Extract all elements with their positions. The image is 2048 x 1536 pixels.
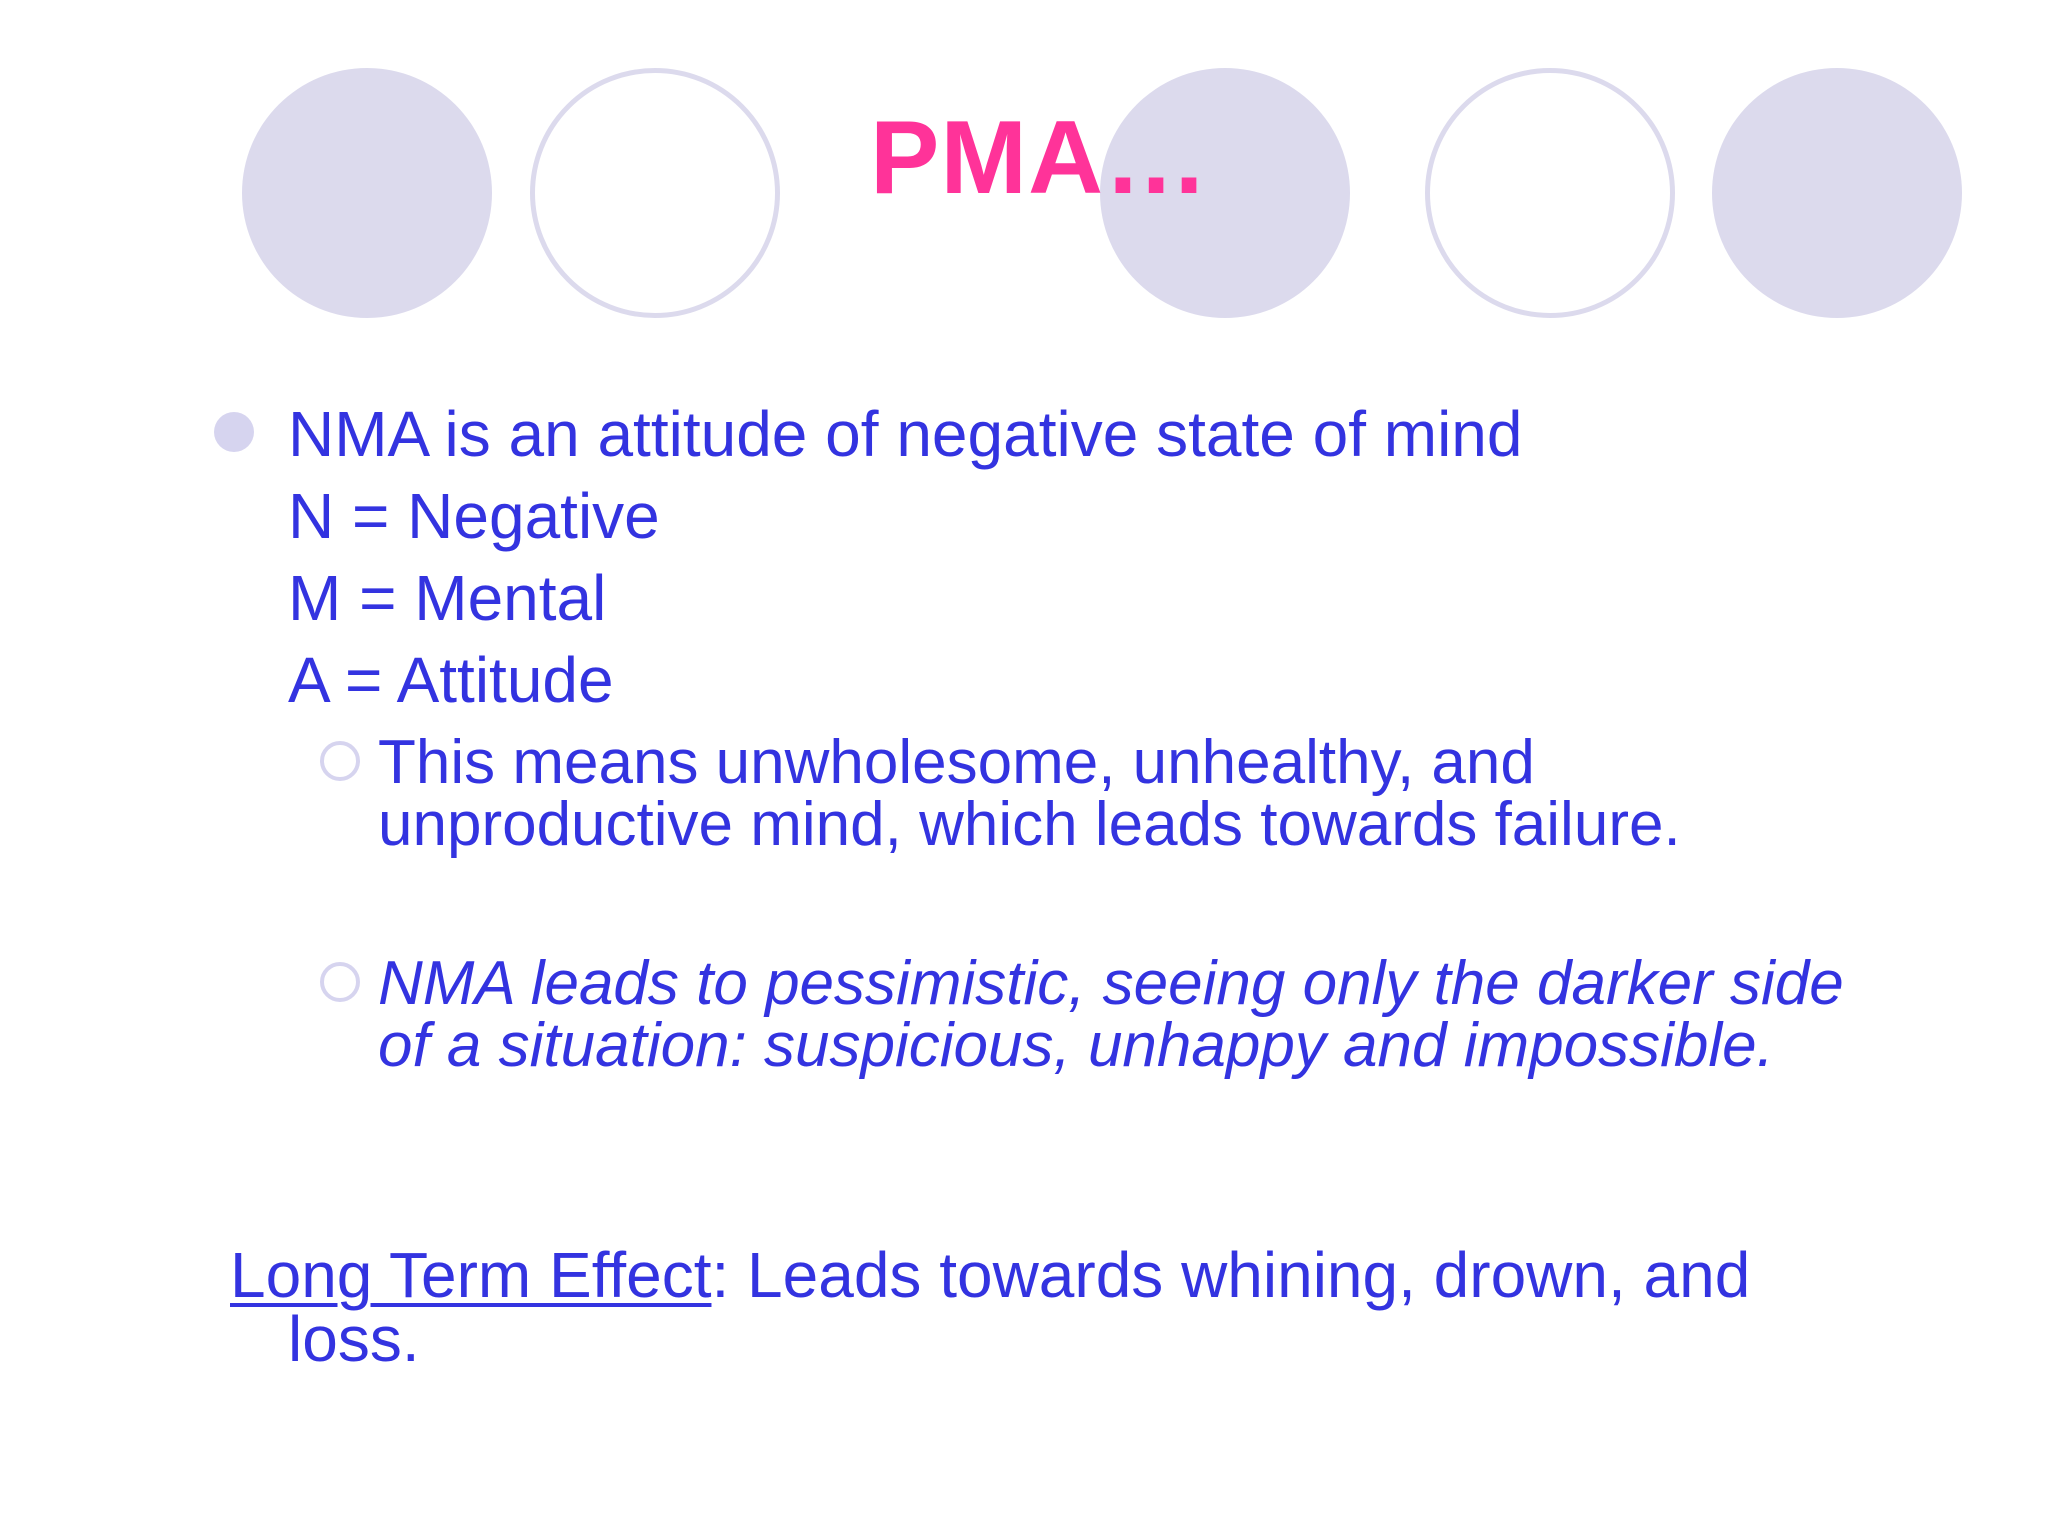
sub-bullet-ring-icon xyxy=(320,962,360,1002)
long-term-effect-label: Long Term Effect xyxy=(230,1239,712,1311)
sub-bullet-text-italic: NMA leads to pessimistic, seeing only the darker side of a situation: suspicious, unhappy and impossible. xyxy=(378,949,1844,1080)
main-bullet-text: NMA is an attitude of negative state of mind xyxy=(288,398,1523,470)
decor-circle-filled xyxy=(242,68,492,318)
acronym-line-n: N = Negative xyxy=(288,480,660,552)
decor-circle-outline xyxy=(530,68,780,318)
sub-bullet-text: This means unwholesome, unhealthy, and unproductive mind, which leads towards failure. xyxy=(378,728,1681,859)
decor-circle-outline xyxy=(1425,68,1675,318)
acronym-line-m: M = Mental xyxy=(288,562,607,634)
bullet-dot-icon xyxy=(214,412,254,452)
decor-circle-filled xyxy=(1712,68,1962,318)
sub-bullet-ring-icon xyxy=(320,741,360,781)
slide-title: PMA… xyxy=(870,100,1210,216)
long-term-effect-text: : Leads towards whining, drown, and loss. xyxy=(288,1239,1751,1375)
acronym-line-a: A = Attitude xyxy=(288,644,614,716)
long-term-effect xyxy=(230,1239,1888,1375)
